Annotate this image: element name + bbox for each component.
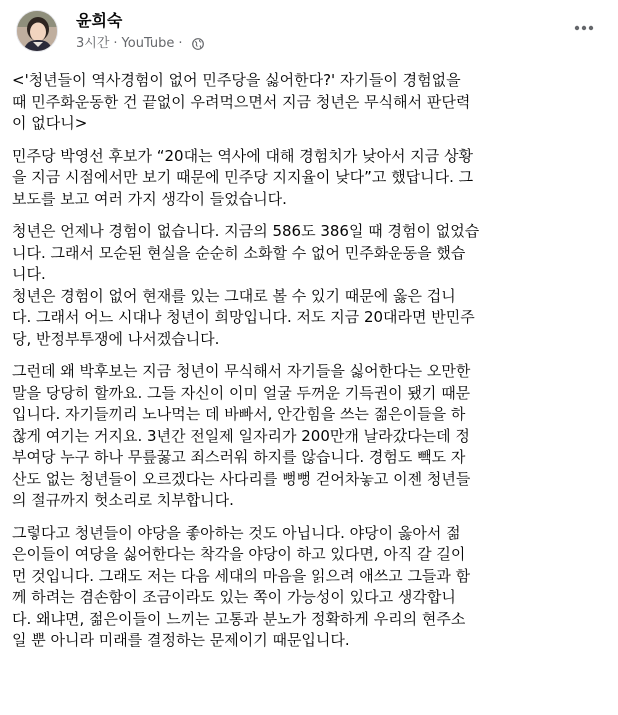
post-text-line: 니다. 그래서 모순된 현실을 순순히 소화할 수 없어 민주화운동을 했습 [12, 243, 466, 262]
globe-icon[interactable] [192, 38, 204, 50]
post-text-line: 을 지금 시점에서만 보기 때문에 민주당 지지율이 낮다”고 했답니다. 그 [12, 168, 474, 186]
author-name[interactable]: 윤희숙 [76, 11, 123, 30]
post-text-line: 그런데 왜 박후보는 지금 청년이 무식해서 자기들을 싫어한다는 오만한 [12, 362, 471, 380]
post-text-line: 일 뿐 아니라 미래를 결정하는 문제이기 때문입니다. [12, 631, 350, 649]
post-text-line: 의 절규까지 헛소리로 치부합니다. [12, 491, 234, 509]
post-meta [76, 36, 204, 52]
meta-separator-2: · [178, 36, 183, 51]
post-body [12, 70, 606, 663]
avatar[interactable] [16, 10, 58, 52]
post-text-line: 찮게 여기는 거지요. 3년간 전일제 일자리가 200만개 날라갔다는데 정 [12, 426, 470, 445]
post-text-line: 이 없다니> [12, 114, 88, 132]
post-text-line: 입니다. 자기들끼리 노나먹는 데 바빠서, 안간힘을 쓰는 젊은이들을 하 [12, 405, 466, 423]
post-text-line: 민주당 박영선 후보가 “20대는 역사에 대해 경험치가 낮아서 지금 상황 [12, 146, 474, 165]
post-text-line: 보도를 보고 여러 가지 생각이 들었습니다. [12, 189, 287, 208]
post-paragraph [12, 146, 606, 211]
post-paragraph [12, 361, 606, 512]
post-source: YouTube [121, 36, 175, 51]
post-text-line: 청년은 언제나 경험이 없습니다. 지금의 586도 386일 때 경험이 없었습 [12, 222, 480, 240]
post-text-line: 먼 것입니다. 그래도 저는 다음 세대의 마음을 읽으려 애쓰고 그들과 함 [12, 566, 471, 585]
post-text-line: 산도 없는 청년들이 오르겠다는 사다리를 뻥뻥 걷어차놓고 이젠 청년들 [12, 469, 471, 488]
post-text-line: <'청년들이 역사경험이 없어 민주당을 싫어한다?' 자기들이 경험없을 [12, 71, 461, 89]
post-text-line: 부여당 누구 하나 무릎꿇고 죄스러워 하지를 않습니다. 경험도 빽도 자 [12, 448, 466, 466]
post-paragraph [12, 523, 606, 652]
post-text-line: 니다. [12, 265, 46, 283]
post-text-line: 다. 그래서 어느 시대나 청년이 희망입니다. 저도 지금 20대라면 반민주 [12, 308, 475, 326]
post-text-line: 말을 당당히 할까요. 그들 자신이 이미 얼굴 두꺼운 기득권이 됐기 때문 [12, 383, 471, 402]
post-paragraph [12, 70, 606, 135]
post-text-line: 께 하려는 겸손함이 조금이라도 있는 쪽이 가능성이 있다고 생각합니 [12, 588, 456, 606]
post-time[interactable]: 3시간 [76, 36, 110, 51]
post-text-line: 은이들이 여당을 싫어한다는 착각을 야당이 하고 있다면, 아직 갈 길이 [12, 545, 466, 563]
post-header [16, 8, 602, 56]
meta-separator: · [113, 36, 118, 51]
post-text-line: 그렇다고 청년들이 야당을 좋아하는 것도 아닙니다. 야당이 옳아서 젊 [12, 523, 461, 542]
post-paragraph [12, 221, 606, 350]
post-text-line: 때 민주화운동한 건 끝없이 우려먹으면서 지금 청년은 무식해서 판단력 [12, 92, 471, 111]
more-options-icon[interactable] [570, 18, 598, 38]
post-text-line: 당, 반정부투쟁에 나서겠습니다. [12, 329, 220, 348]
post-text-line: 청년은 경험이 없어 현재를 있는 그대로 볼 수 있기 때문에 옳은 겁니 [12, 286, 456, 305]
avatar-image [17, 11, 58, 52]
post-text-line: 다. 왜냐면, 젊은이들이 느끼는 고통과 분노가 정확하게 우리의 현주소 [12, 609, 466, 628]
